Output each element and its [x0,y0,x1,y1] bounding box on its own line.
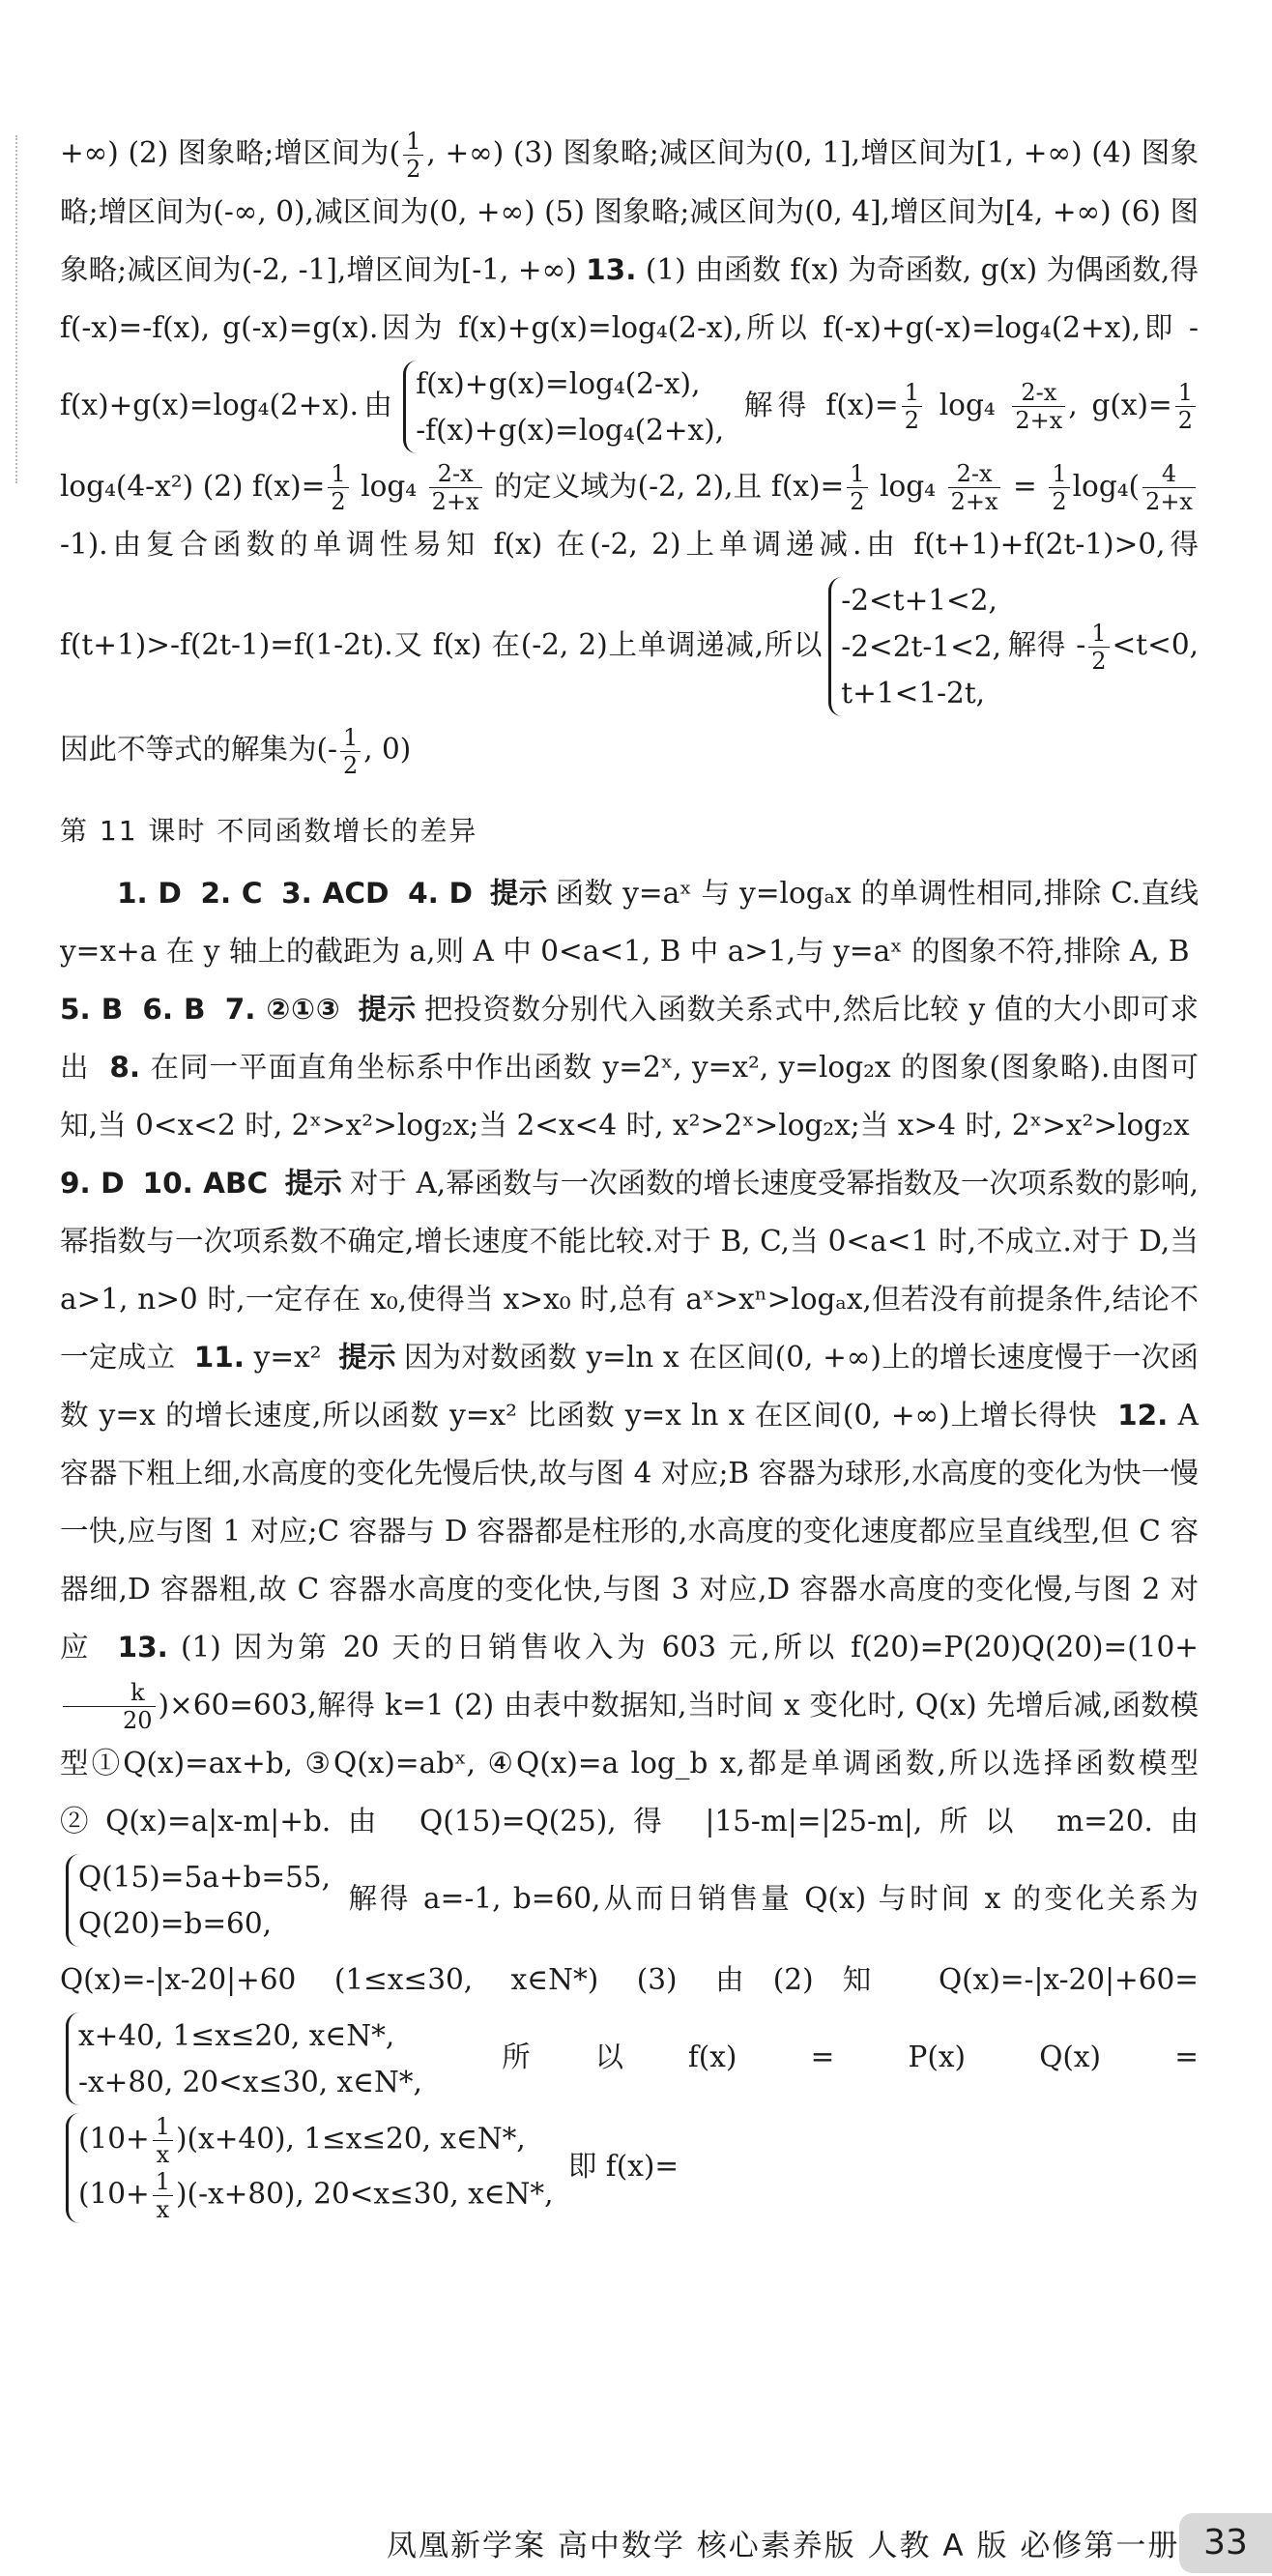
text: log₄ [925,388,1010,421]
page-number: 33 [1179,2513,1272,2573]
fraction-half: $\frac{1}{2}$ [340,724,361,779]
piecewise-f: (10+ $\frac{1}{x}$ )(x+40), 1≤x≤20, x∈N*, (10+ $\frac{1}{x}$ )(-x+80), 20<x≤30, x∈N*, [66,2113,554,2223]
margin-dotted-line [15,135,17,483]
question-number: 13. [586,252,637,286]
text: 解得 a=-1, b=60,从而日销售量 Q(x) 与时间 x 的变化关系为 Q(x)=-|x-20|+60 (1≤x≤30, x∈N*) (3) 由(2)知 Q(x)=-|x-20|+60= [60,1882,1199,1996]
text: 解得 f(x)= [730,388,899,421]
answer-6: 6. B [142,992,206,1026]
fraction-half: $\frac{1}{2}$ [403,128,423,183]
hint-label: 提示 [284,1166,342,1200]
fraction-half: $\frac{1}{2}$ [328,460,348,515]
text: 解得 - [1006,628,1086,661]
answer-block-2 [60,864,1199,2228]
text: 把投资数分别代入函数关系式中,然后比较 y 值的大小即可求出 [60,992,1199,1084]
text: A 容器下粗上细,水高度的变化先慢后快,故与图 4 对应;B 容器为球形,水高度的变化为快一慢一快,应与图 1 对应;C 容器与 D 容器都是柱形的,水高度的变化速度都应呈直线型,但 C 容器细,D 容器粗,故 C 容器水高度的变化快,与图 3 对应,D 容器水高度的变化慢,与图 2 对应 [60,1398,1199,1664]
fraction-half: $\frac{1}{2}$ [1175,379,1196,434]
text: 即 f(x)= [559,2150,679,2183]
equation-system-1: f(x)+g(x)=log₄(2-x), -f(x)+g(x)=log₄(2+x), [403,361,724,453]
text: , 0) [363,733,412,766]
book-title: 凤凰新学案 高中数学 核心素养版 人教 A 版 必修第一册 [387,2529,1180,2563]
text: )×60=603,解得 k=1 (2) 由表中数据知,当时间 x 变化时, Q(x) 先增后减,函数模型①Q(x)=ax+b, ③Q(x)=abˣ, ④Q(x)=a log_b x,都是单调函数,所以选择函数模型②Q(x)=a|x-m|+b.由 Q(15)=Q(25),得 |15-m|=|25-m|,所以 m=20.由 [60,1688,1199,1838]
fraction-half: $\frac{1}{2}$ [847,460,867,515]
fraction-ratio: $\frac{2-x}{2+x}$ [1012,379,1065,434]
text: f(x) = P(x) Q(x) = [687,2041,1199,2073]
fraction-four: $\frac{4}{2+x}$ [1142,460,1196,515]
piecewise-q: x+40, 1≤x≤20, x∈N*, -x+80, 20<x≤30, x∈N*, [66,2012,422,2105]
text: 所以 [427,2041,688,2073]
text: 在同一平面直角坐标系中作出函数 y=2ˣ, y=x², y=log₂x 的图象(图象略).由图可知,当 0<x<2 时, 2ˣ>x²>log₂x;当 2<x<4 时, x²>2ˣ>log₂x;当 x>4 时, 2ˣ>x²>log₂x [60,1050,1199,1142]
answer-block-1: +∞) (2) 图象略;增区间为( $\frac{1}{2}$ , +∞) (3) 图象略;减区间为(0, 1],增区间为[1, +∞) (4) 图象略;增区间为(-∞, 0),减区间为(0, +∞) (5) 图象略;减区间为(0, 4],增区间为[4, +∞) (6) 图象略;减区间为(-2, -1],增区间为[-1, +∞) 13. (1) 由函数 f(x) 为奇函数, g(x) 为偶函数,得 f(-x)=-f(x), g(-x)=g(x).因为 f(x)+g(x)=log₄(2-x),所以 f(-x)+g(-x)=log₄(2+x),即 -f(x)+g(x)=log₄(2+x).由 f(x)+g(x)=log₄(2-x), -f(x)+g(x)=log₄(2+x), 解得 f(x)= $\frac{1}{2}$ log₄ $\frac{2-x}{2+x}$ , g(x)= $\frac{1}{2}$ log₄(4-x²) (2) f(x)= $\frac{1}{2}$ log₄ $\frac{2-x}{2+x}$ 的定义域为(-2, 2),且 f(x)= $\frac{1}{2}$ log₄ $\frac{2-x}{2+x}$ = $\frac{1}{2}$ log₄( $\frac{4}{2+x}$ -1).由复合函数的单调性易知 f(x) 在(-2, 2)上单调递减.由 f(t+1)+f(2t-1)>0,得 f(t+1)>-f(2t-1)=f(1-2t).又 f(x) 在(-2, 2)上单调递减,所以 -2<t+1<2, -2<2t-1<2, t+1<1-2t, 解得 - $\frac{1}{2}$ <t<0,因此不等式的解集为(- $\frac{1}{2}$ , 0) [60,127,1199,779]
answer-13: 13. [117,1630,168,1664]
fraction-half: $\frac{1}{2}$ [1049,460,1069,515]
text: log₄ [351,469,426,503]
text: log₄(4-x²) (2) f(x)= [60,469,326,503]
answer-3: 3. ACD [281,876,390,910]
page-footer [0,2513,1272,2576]
text: (1) 因为第 20 天的日销售收入为 603 元,所以 f(20)=P(20)Q(20)=(10+ [180,1630,1199,1664]
text: 函数 y=aˣ 与 y=logₐx 的单调性相同,排除 C.直线 y=x+a 在 y 轴上的截距为 a,则 A 中 0<a<1, B 中 a>1,与 y=aˣ 的图象不符,排除 A, B [60,876,1199,968]
hint-label: 提示 [489,876,548,910]
answer-8: 8. [109,1050,141,1084]
answer-2: 2. C [200,876,263,910]
fraction-ratio: $\frac{2-x}{2+x}$ [429,460,482,515]
fraction-k: $\frac{k}{20}$ [63,1679,156,1734]
text: <t<0,因此不等式的解集为(- [60,628,1199,766]
text: log₄( [1072,469,1141,503]
hint-label: 提示 [358,992,417,1026]
answer-11: 11. [193,1340,245,1374]
text: 的定义域为(-2, 2),且 f(x)= [484,469,845,503]
fraction-half: $\frac{1}{2}$ [1088,620,1109,675]
text: y=x² [253,1340,322,1374]
text: 对于 A,幂函数与一次函数的增长速度受幂指数及一次项系数的影响,幂指数与一次项系数不确定,增长速度不能比较.对于 B, C,当 0<a<1 时,不成立.对于 D,当 a>1, n>0 时,一定存在 x₀,使得当 x>x₀ 时,总有 aˣ>xⁿ>logₐx,但若没有前提条件,结论不一定成立 [60,1166,1199,1374]
answer-1: 1. D [117,876,182,910]
text: -1).由复合函数的单调性易知 f(x) 在(-2, 2)上单调递减.由 f(t+1)+f(2t-1)>0,得 f(t+1)>-f(2t-1)=f(1-2t).又 f(x) 在(-2, 2)上单调递减,所以 [60,528,1199,661]
answer-10: 10. ABC [142,1166,269,1200]
answer-4: 4. D [408,876,473,910]
text: +∞) (2) 图象略;增区间为( [60,136,401,169]
text: 因为对数函数 y=ln x 在区间(0, +∞)上的增长速度慢于一次函数 y=x 的增长速度,所以函数 y=x² 比函数 y=x ln x 在区间(0, +∞)上增长得快 [60,1340,1199,1432]
inequality-system: -2<t+1<2, -2<2t-1<2, t+1<1-2t, [828,577,1001,716]
text: , +∞) (3) 图象略;减区间为(0, 1],增区间为[1, +∞) (4) 图象略;增区间为(-∞, 0),减区间为(0, +∞) (5) 图象略;减区间为(0, 4],增区间为[4, +∞) (6) 图象略;减区间为(-2, -1],增区间为[-1, +∞) [60,136,1199,286]
fraction-inverse-x: $\frac{1}{x}$ [153,2168,173,2223]
fraction-inverse-x: $\frac{1}{x}$ [153,2113,173,2168]
hint-label: 提示 [338,1340,396,1374]
equation-system-3: Q(15)=5a+b=55, Q(20)=b=60, [66,1854,331,1947]
text: log₄ [870,469,945,503]
fraction-ratio: $\frac{2-x}{2+x}$ [948,460,1001,515]
answer-9: 9. D [60,1166,125,1200]
answer-12: 12. [1117,1398,1169,1432]
answer-content [60,124,1199,2227]
text: , g(x)= [1068,388,1172,421]
answer-5: 5. B [60,992,124,1026]
answer-7: 7. ②①③ [224,992,341,1026]
text: (1) 由函数 f(x) 为奇函数, g(x) 为偶函数,得 f(-x)=-f(x), g(-x)=g(x).因为 f(x)+g(x)=log₄(2-x),所以 f(-x)+g(-x)=log₄(2+x),即 -f(x)+g(x)=log₄(2+x).由 [60,252,1199,421]
lesson-title: 第 11 课时 不同函数增长的差异 [60,814,478,847]
fraction-half: $\frac{1}{2}$ [902,379,922,434]
